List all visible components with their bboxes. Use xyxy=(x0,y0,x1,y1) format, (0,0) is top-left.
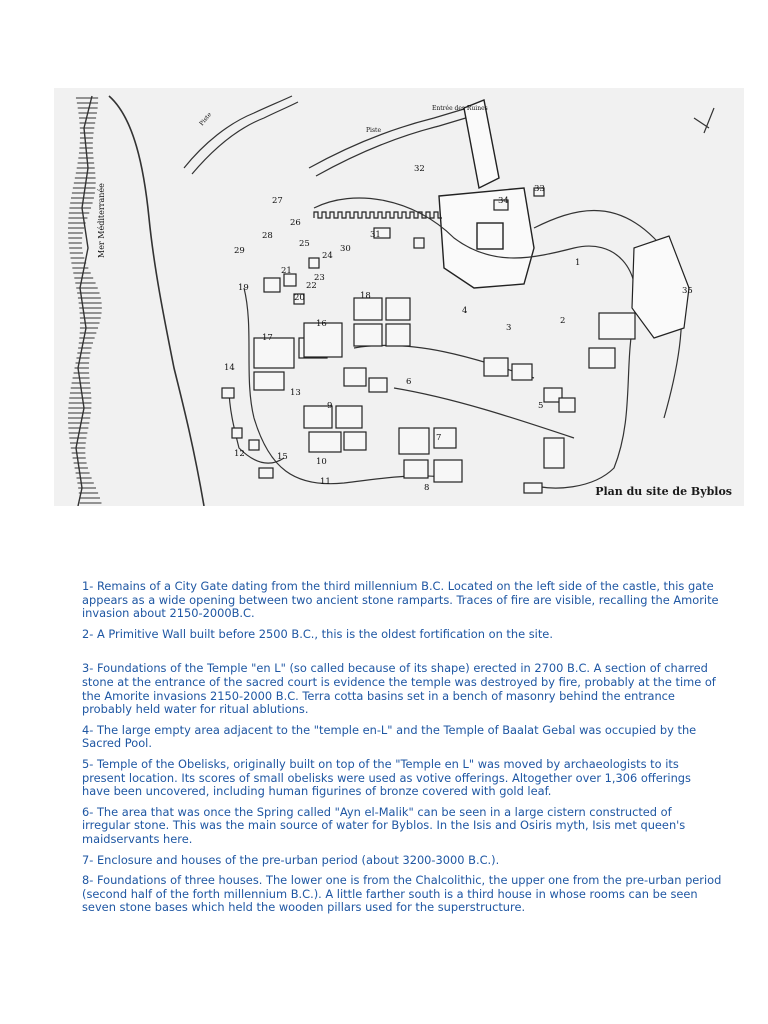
building-foundation xyxy=(249,440,259,450)
site-number-label: 23 xyxy=(314,273,325,283)
site-number-label: 18 xyxy=(360,291,371,301)
site-number-label: 5 xyxy=(538,401,544,411)
building-foundation xyxy=(386,324,410,346)
building-foundation xyxy=(354,298,382,320)
site-number-label: 17 xyxy=(262,333,273,343)
site-number-label: 15 xyxy=(277,452,288,462)
building-foundation xyxy=(336,406,362,428)
site-number-label: 19 xyxy=(238,283,249,293)
building-foundation xyxy=(259,468,273,478)
site-number-label: 22 xyxy=(306,281,317,291)
building-foundation xyxy=(232,428,242,438)
building-foundation xyxy=(222,388,234,398)
site-number-label: 30 xyxy=(340,244,351,254)
site-number-label: 33 xyxy=(534,184,545,194)
site-number-label: 3 xyxy=(506,323,512,333)
site-number-label: 28 xyxy=(262,231,273,241)
note-4: 4- The large empty area adjacent to the "temple en-L" and the Temple of Baalat Gebal was occupied by the Sacred Pool. xyxy=(82,722,697,751)
sea-label: Mer Méditerranée xyxy=(97,183,106,258)
site-number-label: 12 xyxy=(234,449,245,459)
site-number-label: 27 xyxy=(272,196,283,206)
note-7: 7- Enclosure and houses of the pre-urban period (about 3200-3000 B.C.). xyxy=(82,852,500,867)
building-foundation xyxy=(484,358,508,376)
site-number-label: 8 xyxy=(424,483,430,493)
note-5: 5- Temple of the Obelisks, originally built on top of the "Temple en L" was moved by archaeologists to its present location. Its scores of small obelisks were used as votive offerings. Altogether over 1,306 offerings have been uncovered, including human figurines of bronze covered with gold leaf. xyxy=(82,756,691,799)
building-foundation xyxy=(399,428,429,454)
site-number-label: 14 xyxy=(224,363,235,373)
building-foundation xyxy=(404,460,428,478)
building-foundation xyxy=(354,324,382,346)
site-number-label: 6 xyxy=(406,377,412,387)
site-number-label: 11 xyxy=(320,477,331,487)
building-foundation xyxy=(589,348,615,368)
building-foundation xyxy=(599,313,635,339)
site-number-label: 16 xyxy=(316,319,327,329)
site-number-label: 20 xyxy=(294,293,305,303)
site-number-label: 13 xyxy=(290,388,301,398)
building-foundation xyxy=(264,278,280,292)
building-foundation xyxy=(254,372,284,390)
site-number-label: 31 xyxy=(370,230,381,240)
building-foundation xyxy=(309,258,319,268)
note-1: 1- Remains of a City Gate dating from the third millennium B.C. Located on the left side of the castle, this gate appears as a wide opening between two ancient stone ramparts. Traces of fire are visible, recalling the Amorite invasion about 2150-2000B.C. xyxy=(82,579,719,621)
road-label: Piste xyxy=(198,111,214,128)
building-foundation xyxy=(559,398,575,412)
building-foundations xyxy=(222,188,635,493)
site-plan-map xyxy=(54,88,744,506)
note-6: 6- The area that was once the Spring called "Ayn el-Malik" can be seen in a large cistern constructed of irregular stone. This was the main source of water for Byblos. In the Isis and Osiris myth, Isis met queen's maidservants here. xyxy=(82,804,686,846)
site-notes xyxy=(82,580,722,922)
obelisk-temple xyxy=(632,236,689,338)
site-number-label: 21 xyxy=(281,266,292,276)
coastline xyxy=(68,96,204,506)
note-2: 2- A Primitive Wall built before 2500 B.C., this is the oldest fortification on the site. xyxy=(82,626,553,641)
site-number-label: 25 xyxy=(299,239,310,249)
note-8: 8- Foundations of three houses. The lower one is from the Chalcolithic, the upper one from the pre-urban period (second half of the forth millennium B.C.). A little farther south is a third house in whose rooms can be seen seven stone bases which held the wooden pillars used for the superstructure. xyxy=(82,873,722,915)
site-number-label: 4 xyxy=(462,306,468,316)
building-foundation xyxy=(386,298,410,320)
site-number-label: 24 xyxy=(322,251,333,261)
building-foundation xyxy=(369,378,387,392)
site-number-label: 9 xyxy=(327,401,333,411)
site-number-label: 35 xyxy=(682,286,693,296)
building-foundation xyxy=(512,364,532,380)
site-number-label: 1 xyxy=(575,258,581,268)
site-number-label: 32 xyxy=(414,164,425,174)
site-number-label: 10 xyxy=(316,457,327,467)
site-number-label: 7 xyxy=(436,433,442,443)
entrance-label: Entrée des Ruines xyxy=(432,105,488,112)
building-foundation xyxy=(434,460,462,482)
building-foundation xyxy=(524,483,542,493)
note-3: 3- Foundations of the Temple "en L" (so called because of its shape) erected in 2700 B.C. A section of charred stone at the entrance of the sacred court is evidence the temple was destroyed by fire, probably at the time of the Amorite invasions 2150-2000 B.C. Terra cotta basins set in a bench of masonry behind the entrance probably held water for ritual ablutions. xyxy=(82,661,716,717)
site-number-label: 29 xyxy=(234,246,245,256)
building-foundation xyxy=(344,368,366,386)
site-plan-drawing xyxy=(54,88,744,506)
castle xyxy=(439,100,534,288)
building-foundation xyxy=(309,432,341,452)
site-number-label: 2 xyxy=(560,316,566,326)
building-foundation xyxy=(414,238,424,248)
building-foundation xyxy=(254,338,294,368)
site-number-label: 26 xyxy=(290,218,301,228)
site-number-label: 34 xyxy=(498,196,509,206)
map-title: Plan du site de Byblos xyxy=(595,485,732,498)
building-foundation xyxy=(544,438,564,468)
building-foundation xyxy=(344,432,366,450)
road-label: Piste xyxy=(366,127,381,134)
